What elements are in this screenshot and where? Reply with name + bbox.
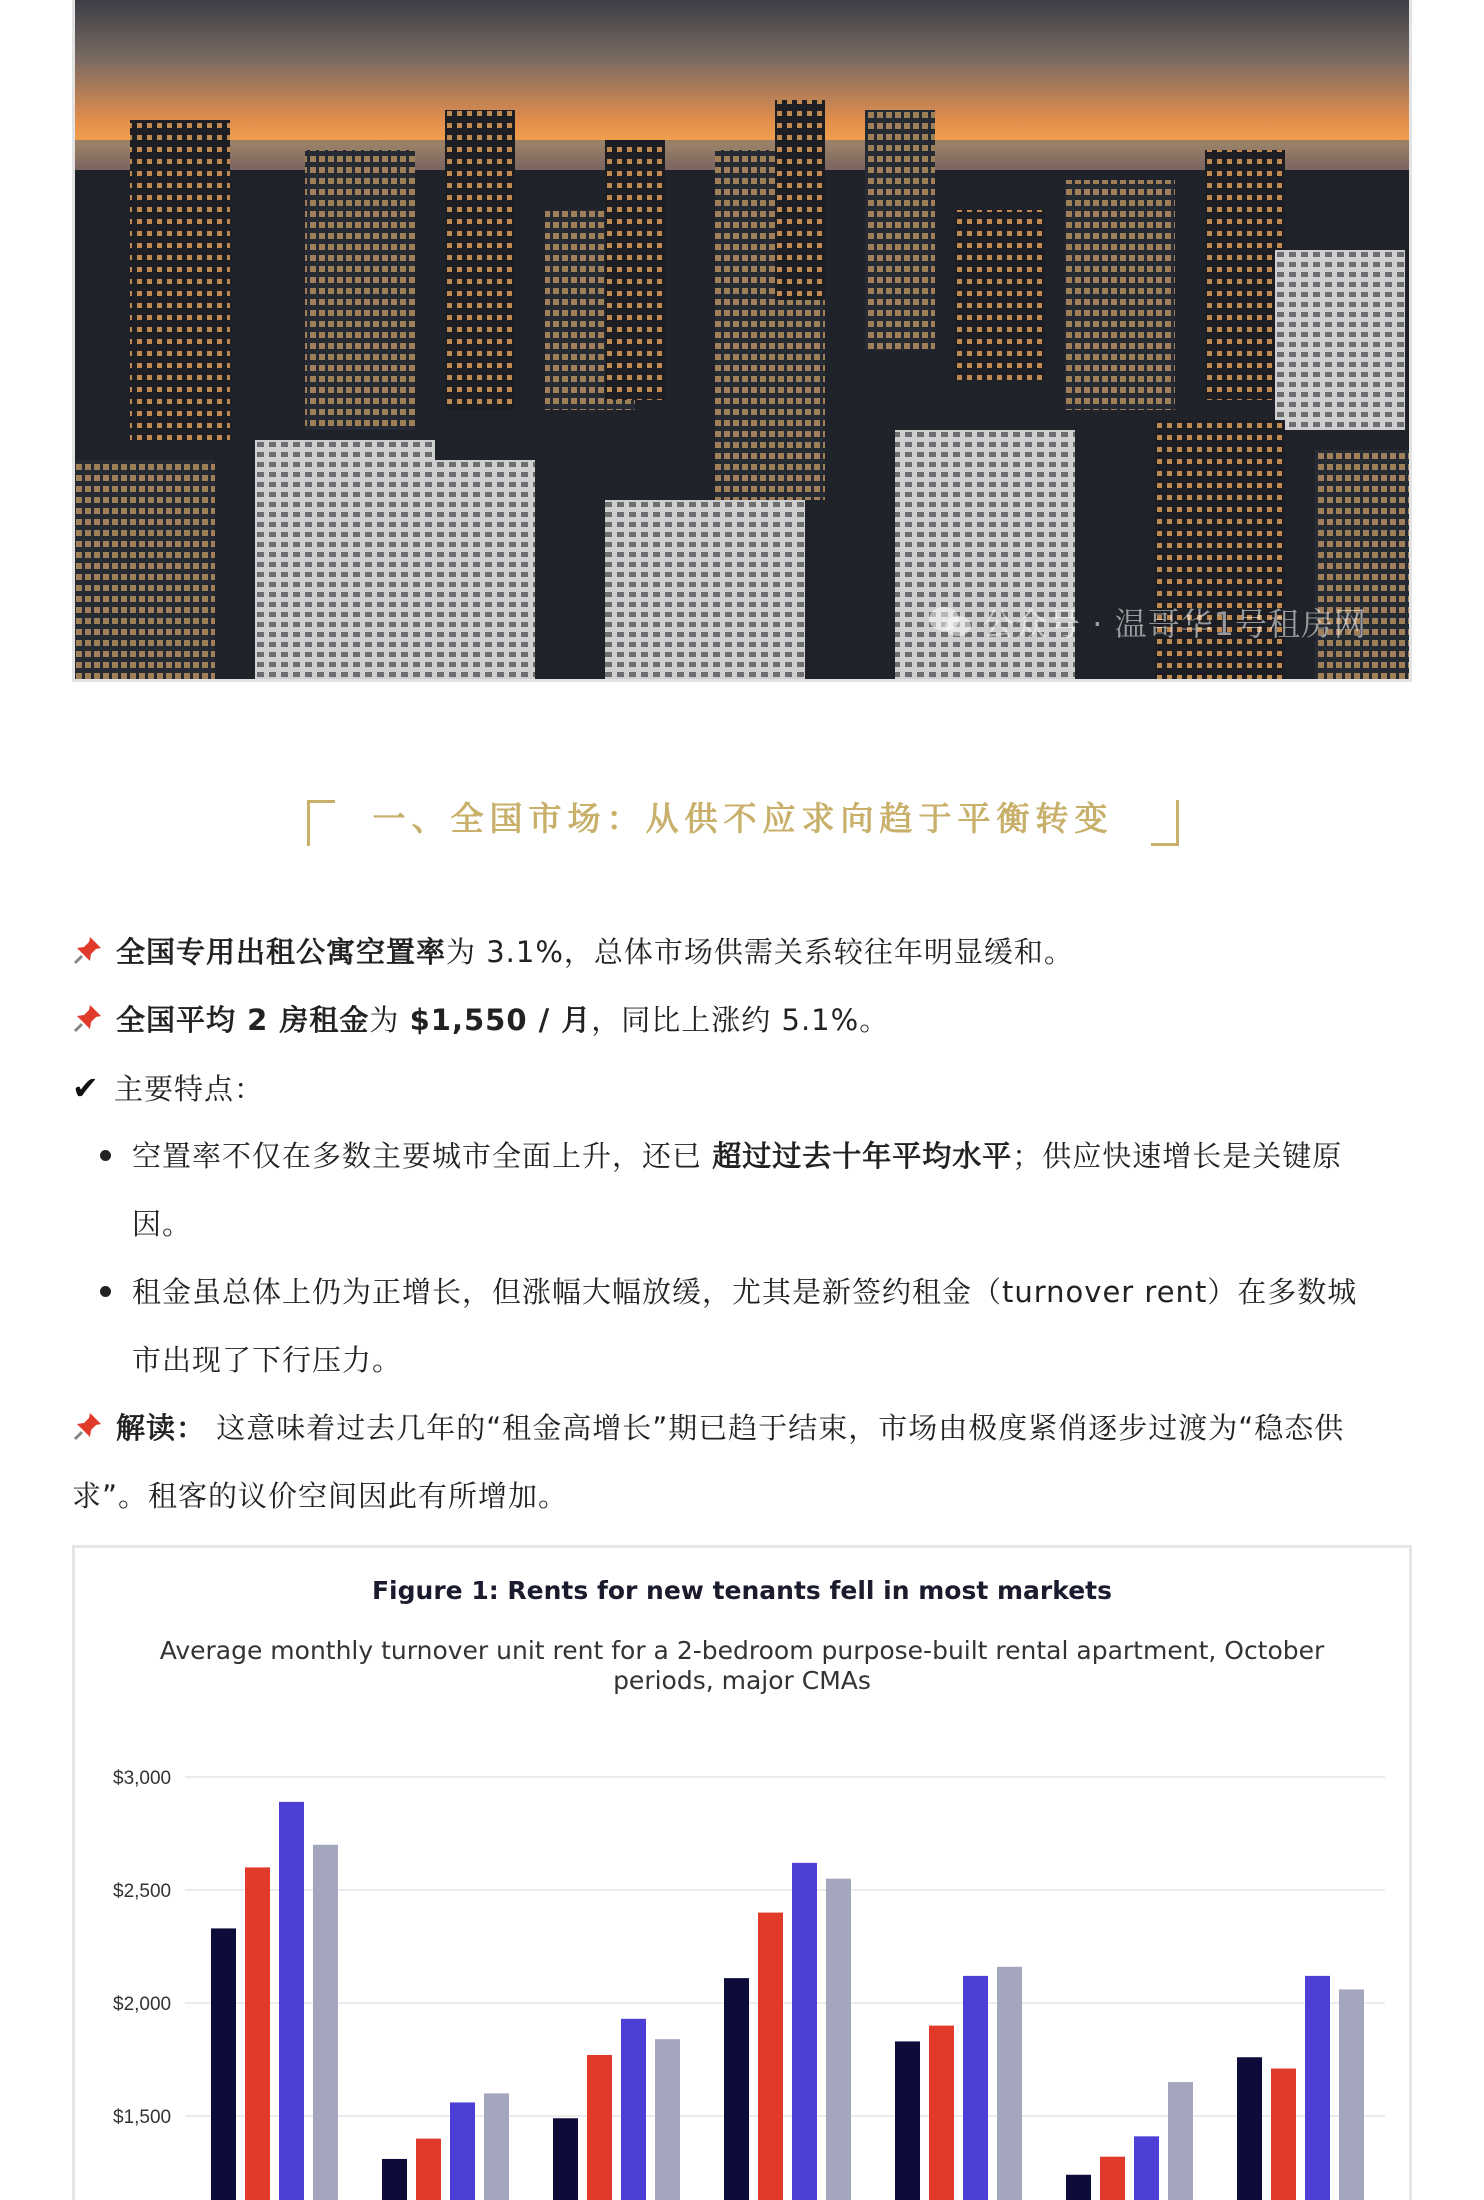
- point-average-rent: [72, 986, 1412, 1054]
- bullet1-text-end: ；供应快速增长是关键原: [1012, 1139, 1343, 1173]
- chart-bar: [963, 1976, 988, 2200]
- bullet2-line2: 市出现了下行压力。: [132, 1343, 403, 1377]
- chart-title: Figure 1: Rents for new tenants fell in most markets: [371, 1576, 1112, 1605]
- city-skyline-illustration: [75, 0, 1412, 682]
- section-title: 一、全国市场：从供不应求向趋于平衡转变: [372, 799, 1114, 838]
- chart-bar: [826, 1879, 851, 2200]
- chart-bar: [1271, 2069, 1296, 2200]
- watermark-text: 公众号 · 温哥华1号租房网: [982, 605, 1367, 643]
- chart-bar: [1100, 2157, 1125, 2200]
- vacancy-text: 为 3.1%，总体市场供需关系较往年明显缓和。: [446, 935, 1074, 969]
- chart-bar: [211, 1928, 236, 2200]
- y-tick-label: $2,500: [113, 1881, 172, 1902]
- y-tick-label: $2,000: [113, 1994, 172, 2015]
- chart-bar: [1134, 2136, 1159, 2200]
- chart-bar: [1305, 1976, 1330, 2200]
- pushpin-icon: [72, 1398, 104, 1430]
- bullet1-bold: 超过过去十年平均水平: [712, 1139, 1013, 1173]
- bullet-icon: [100, 1150, 111, 1161]
- vacancy-label: 全国专用出租公寓空置率: [116, 935, 447, 969]
- y-tick-label: $3,000: [113, 1768, 172, 1789]
- chart-bar: [245, 1867, 270, 2200]
- chart-bar: [382, 2159, 407, 2200]
- chart-bar: [655, 2039, 680, 2200]
- interpretation-line1: 这意味着过去几年的“租金高增长”期已趋于结束，市场由极度紧俏逐步过渡为“稳态供: [206, 1411, 1345, 1445]
- section-heading: [307, 800, 1179, 846]
- rent-value: $1,550 / 月: [409, 1003, 592, 1037]
- bullet-icon: [100, 1286, 111, 1297]
- watermark: [928, 599, 1367, 645]
- chart-bar: [724, 1978, 749, 2200]
- chart-bar: [895, 2041, 920, 2200]
- chart-bar: [792, 1863, 817, 2200]
- chart-bar: [416, 2139, 441, 2200]
- y-tick-label: $1,500: [113, 2107, 172, 2128]
- rent-label: 全国平均 2 房租金: [116, 1003, 370, 1037]
- list-item: [100, 1258, 1412, 1394]
- chart-bar: [1237, 2057, 1262, 2200]
- chart-bar: [484, 2093, 509, 2200]
- features-heading: [72, 1054, 1412, 1123]
- wechat-icon: [928, 605, 972, 639]
- bar-chart: [75, 1548, 1409, 2200]
- chart-bar: [997, 1967, 1022, 2200]
- rent-text: ，同比上涨约 5.1%。: [591, 1003, 890, 1037]
- features-label: 主要特点：: [114, 1072, 265, 1106]
- point-vacancy-rate: [72, 918, 1412, 986]
- chart-bar: [587, 2055, 612, 2200]
- chart-bar: [553, 2118, 578, 2200]
- chart-bar: [1066, 2175, 1091, 2200]
- chart-bar: [1168, 2082, 1193, 2200]
- chart-bar: [313, 1845, 338, 2200]
- chart-bar: [450, 2102, 475, 2200]
- chart-bar: [621, 2019, 646, 2200]
- chart-bar: [1339, 1989, 1364, 2200]
- chart-bar: [929, 2026, 954, 2200]
- interpretation-line2: 求”。租客的议价空间因此有所增加。: [72, 1479, 569, 1513]
- rent-connector: 为: [369, 1003, 410, 1037]
- bullet1-text-start: 空置率不仅在多数主要城市全面上升，还已: [132, 1139, 713, 1173]
- checkmark-icon: ✔: [72, 1069, 100, 1107]
- chart-bar: [279, 1802, 304, 2200]
- bullet2-line1: 租金虽总体上仍为正增长，但涨幅大幅放缓，尤其是新签约租金（turnover rent）在多数城: [132, 1275, 1358, 1309]
- pushpin-icon: [72, 990, 104, 1022]
- pushpin-icon: [72, 922, 104, 954]
- interpretation: [72, 1394, 1412, 1530]
- hero-cityscape-photo: [72, 0, 1412, 682]
- bullet1-text-cont: 因。: [132, 1207, 193, 1241]
- chart-bar: [758, 1913, 783, 2200]
- rent-chart-figure: [72, 1545, 1412, 2200]
- list-item: [100, 1122, 1412, 1258]
- chart-subtitle: Average monthly turnover unit rent for a 2-bedroom purpose-built rental apartment, October periods, major CMAs: [159, 1636, 1325, 1695]
- interpretation-label: 解读：: [116, 1411, 207, 1445]
